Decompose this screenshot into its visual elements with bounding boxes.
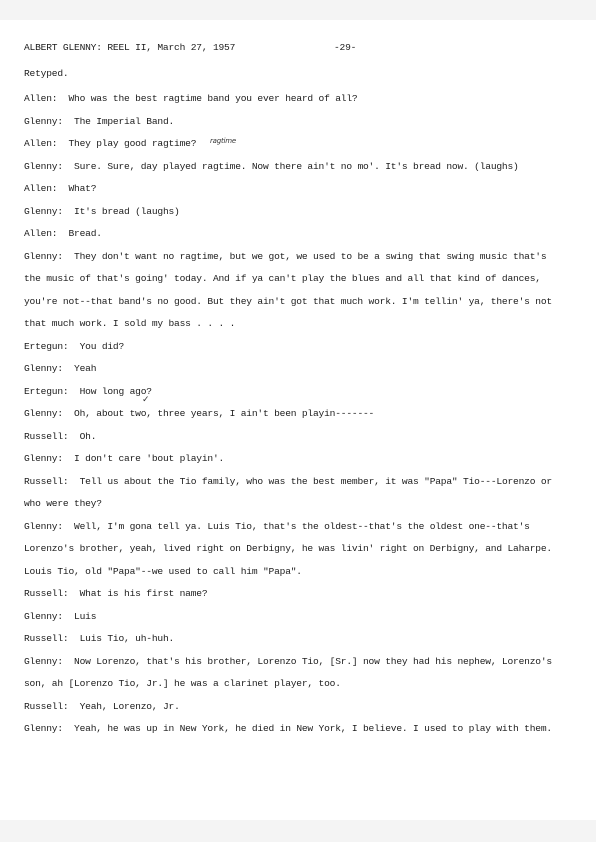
dialogue-entry	[24, 718, 560, 741]
dialogue-text: It's bread (laughs)	[74, 205, 180, 217]
check-mark-annotation: ✓	[142, 395, 150, 405]
dialogue-text: I don't care 'bout playin'.	[74, 453, 225, 464]
transcript-page	[0, 20, 596, 820]
page-number: -29-	[334, 42, 357, 53]
dialogue-text: They play good ragtime?	[68, 138, 197, 149]
dialogue-text: Sure. Sure, day played ragtime. Now there ain't no mo'. It's bread now. (laughs)	[74, 160, 519, 172]
dialogue-text: What?	[68, 183, 97, 194]
dialogue-text: How long ago?	[79, 385, 152, 397]
retyped-note: Retyped.	[24, 68, 69, 79]
dialogue-entry	[24, 336, 560, 359]
speaker-name: Glenny:	[24, 453, 63, 464]
dialogue-entry	[24, 201, 560, 224]
dialogue-text: They don't want no ragtime, but we got, we used to be a swing that swing music that's the music of that's going' today. And if ya can't play the blues and all that kind of dances, you're not--that band's no good. But they ain't got that much work. I'm tellin' ya, there's not that much work. I sold my bass . . . .	[24, 250, 552, 329]
dialogue-entry	[24, 606, 560, 629]
dialogue-entry	[24, 448, 560, 471]
speaker-name: Glenny:	[24, 250, 63, 262]
dialogue-entry	[24, 133, 560, 156]
dialogue-text: The Imperial Band.	[74, 115, 175, 127]
dialogue-entry	[24, 426, 560, 449]
dialogue-text: Yeah, he was up in New York, he died in New York, I believe. I used to play with them.	[74, 723, 552, 734]
dialogue-entry	[24, 223, 560, 246]
speaker-name: Glenny:	[24, 115, 63, 127]
dialogue-entry	[24, 651, 560, 696]
speaker-name: Glenny:	[24, 408, 63, 419]
speaker-name: Glenny:	[24, 363, 63, 374]
dialogue-text: You did?	[79, 340, 125, 352]
dialogue-entry	[24, 471, 560, 516]
dialogue-entry	[24, 156, 560, 179]
dialogue-text: What is his first name?	[79, 588, 208, 599]
dialogue-text: Bread.	[68, 228, 102, 239]
speaker-name: Glenny:	[24, 655, 63, 667]
speaker-name: Glenny:	[24, 610, 63, 622]
dialogue-text: Well, I'm gona tell ya. Luis Tio, that's the oldest--that's the oldest one--that's Lorenzo's brother, yeah, lived right on Derbigny, he was livin' right on Derbigny, and Laharpe. Louis Tio, old "Papa"--we used to call him "Papa".	[24, 520, 552, 577]
speaker-name: Ertegun:	[24, 385, 69, 397]
speaker-name: Russell:	[24, 700, 69, 712]
dialogue-text: Yeah	[74, 363, 97, 374]
dialogue-text: Tell us about the Tio family, who was the best member, it was "Papa" Tio---Lorenzo or who were they?	[24, 475, 552, 509]
dialogue-entry	[24, 696, 560, 719]
dialogue-text: Luis	[74, 610, 97, 622]
speaker-name: Glenny:	[24, 520, 63, 532]
speaker-name: Russell:	[24, 475, 69, 487]
dialogue-text: Who was the best ragtime band you ever heard of all?	[68, 93, 358, 104]
dialogue-entry	[24, 178, 560, 201]
page-header	[24, 42, 564, 53]
speaker-name: Glenny:	[24, 160, 63, 172]
dialogue-entry	[24, 628, 560, 651]
handwritten-margin-word: ragtime	[210, 137, 237, 145]
header-title: ALBERT GLENNY: REEL II, March 27, 1957	[24, 42, 236, 53]
speaker-name: Glenny:	[24, 723, 63, 734]
dialogue-entry	[24, 516, 560, 584]
dialogue-entry	[24, 88, 560, 111]
speaker-name: Allen:	[24, 93, 58, 104]
dialogue-text: Yeah, Lorenzo, Jr.	[79, 700, 180, 712]
speaker-name: Russell:	[24, 430, 69, 442]
speaker-name: Glenny:	[24, 205, 63, 217]
dialogue-entry	[24, 583, 560, 606]
speaker-name: Russell:	[24, 633, 69, 644]
speaker-name: Ertegun:	[24, 340, 69, 352]
dialogue-entry	[24, 358, 560, 381]
speaker-name: Allen:	[24, 138, 58, 149]
dialogue-entry	[24, 381, 560, 404]
speaker-name: Allen:	[24, 228, 58, 239]
speaker-name: Russell:	[24, 588, 69, 599]
speaker-name: Allen:	[24, 183, 58, 194]
dialogue-text: Luis Tio, uh-huh.	[79, 633, 175, 644]
dialogue-entry	[24, 246, 560, 336]
dialogue-text: Now Lorenzo, that's his brother, Lorenzo Tio, [Sr.] now they had his nephew, Lorenzo's son, ah [Lorenzo Tio, Jr.] he was a clarinet player, too.	[24, 655, 552, 689]
transcript-body	[24, 88, 560, 741]
dialogue-entry	[24, 111, 560, 134]
dialogue-text: Oh, about two, three years, I ain't been playin-------	[74, 408, 375, 419]
dialogue-entry	[24, 403, 560, 426]
dialogue-text: Oh.	[79, 430, 97, 442]
